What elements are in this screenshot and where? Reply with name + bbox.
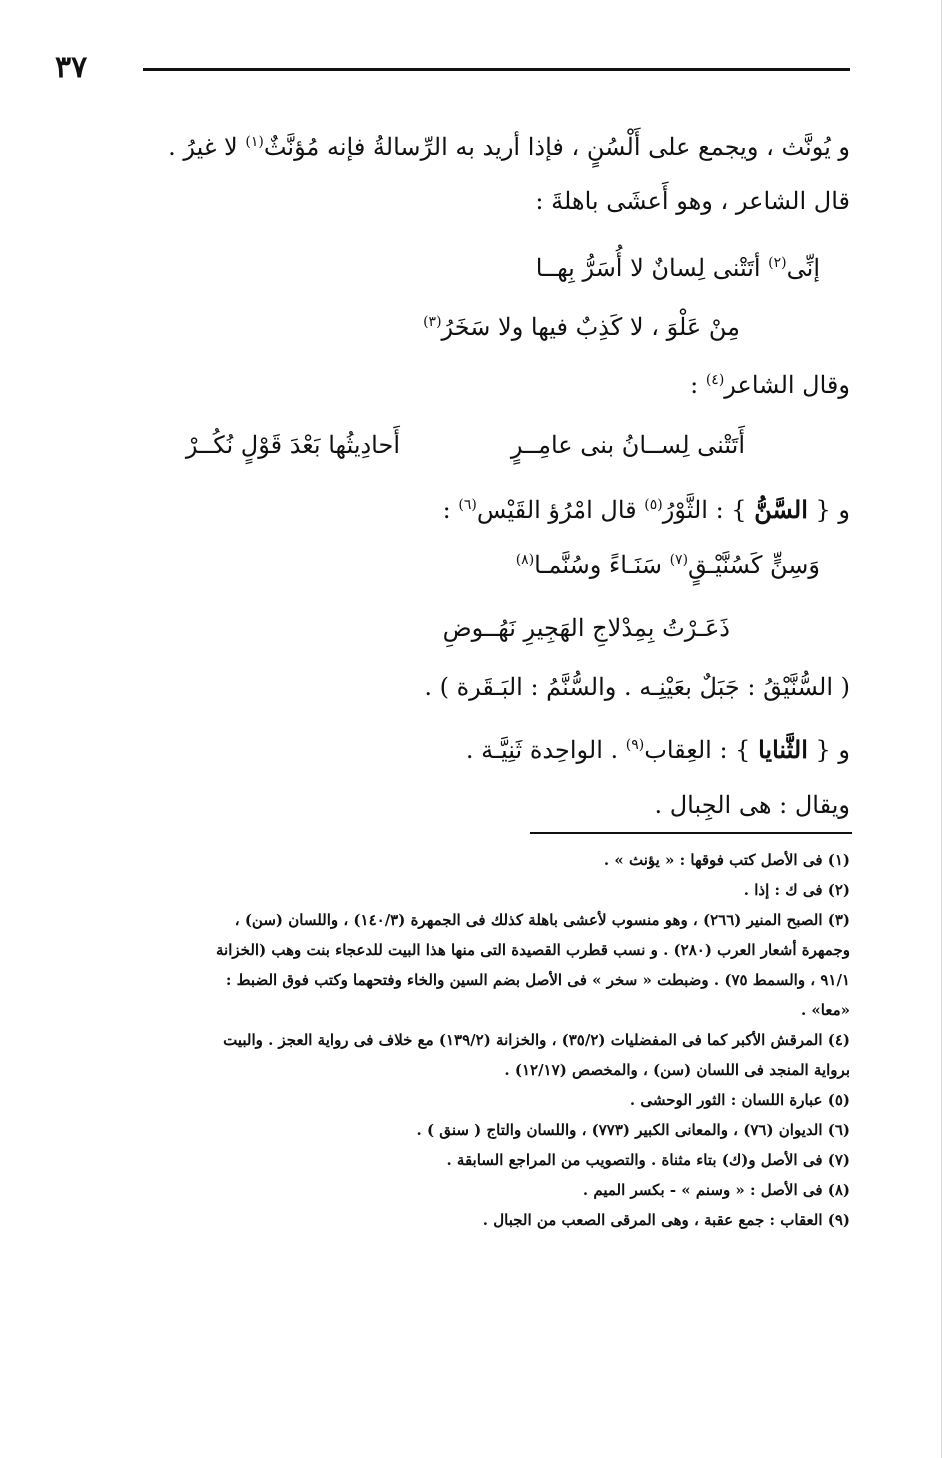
text-l3: وقال الشاعر	[724, 371, 850, 399]
verse-v5: ذَعَـرْتُ بِمِدْلاجِ الهَجِيرِ نَهُــوضِ	[442, 614, 730, 642]
page-edge-shadow	[941, 0, 942, 1458]
footnote-line: (٨) فى الأصل : « وسنم » - بكسر الميم .	[582, 1181, 850, 1199]
text-l3-end: :	[690, 371, 706, 399]
verse-v3a: أَتَتْنى لِســانُ بنى عامِــرٍ	[510, 431, 745, 459]
footnote-separator	[530, 832, 852, 834]
text-line-3	[690, 365, 850, 400]
text-l7: ويقال : هى الجِبال .	[654, 791, 850, 819]
text-line-2	[535, 186, 850, 216]
footnote-ref-4[interactable]: (٤)	[705, 372, 725, 388]
verse-line-5	[443, 613, 730, 643]
text-line-4	[443, 490, 850, 525]
text-l4-a: و {	[807, 496, 850, 524]
footnote-ref-6[interactable]: (٦)	[458, 497, 477, 513]
verse-v4-mid: سَنَـاءً وسُنَّمـا	[534, 551, 670, 579]
text-l1: و يُونَّث ، ويجمع على أَلْسُنٍ ، فإذا أريد به الرِّسالةُ فإنه مُؤنَّثٌ	[263, 133, 850, 161]
footnote-line: (٤) المرقش الأكبر كما فى المفضليات (٣٥/٢) ، والخزانة (١٣٩/٢) مع خلاف فى رواية العجز . والبيت	[223, 1031, 850, 1049]
verse-v1-end: أتَتْنى لِسانٌ لا أُسَرُّ بِهــا	[535, 254, 769, 282]
verse-line-4	[516, 545, 820, 580]
text-l1-end: لا غيرُ .	[168, 133, 246, 161]
footnote-line: (٧) فى الأصل و(ك) بتاء مثناة . والتصويب من المراجع السابقة .	[446, 1151, 850, 1169]
footnote-line: (٦) الديوان (٧٦) ، والمعانى الكبير (٧٧٣) ، واللسان والتاج ( سنق ) .	[416, 1121, 850, 1139]
verse-v2: مِنْ عَلْوَ ، لا كَذِبٌ فيها ولا سَخَرُ	[441, 313, 740, 341]
text-l6-d: . الواحِدة ثَنِيَّـة .	[465, 736, 626, 764]
text-l4-e: :	[442, 496, 459, 524]
footnote-line: (٩) العقاب : جمع عقبة ، وهى المرقى الصعب من الجبال .	[482, 1211, 850, 1229]
text-line-6	[466, 730, 850, 765]
verse-v3b: أَحادِيثُها بَعْدَ قَوْلٍ نُكُــرْ	[185, 431, 400, 459]
text-l4-c: } : الثَّوْرُ	[662, 496, 755, 524]
text-l2: قال الشاعر ، وهو أَعشَى باهلةَ :	[535, 187, 850, 215]
text-line-1	[168, 127, 850, 162]
verse-v1: إنِّى	[786, 254, 820, 282]
verse-line-2	[423, 307, 740, 342]
footnote-line: وجمهرة أشعار العرب (٢٨٠) . و نسب قطرب القصيدة التى منها هذا البيت للدعجاء بنت وهب (الخزانة	[216, 941, 850, 959]
footnote-line: (٣) الصبح المنير (٢٦٦) ، وهو منسوب لأعشى باهلة كذلك فى الجمهرة (١٤٠/٣) ، واللسان (سن) ،	[234, 911, 850, 929]
page-number: ٣٧	[55, 50, 88, 85]
footnote-ref-2[interactable]: (٢)	[768, 255, 787, 271]
footnote-ref-7[interactable]: (٧)	[669, 552, 689, 568]
footnote-line: ٩١/١ ، والسمط ٧٥) . وضبطت « سخر » فى الأصل بضم السين والخاء وفتحهما وكتب فوق الضبط :	[225, 971, 850, 989]
verse-line-3b	[186, 430, 400, 460]
page-header	[55, 50, 850, 90]
footnote-line: (٥) عبارة اللسان : الثور الوحشى .	[629, 1091, 850, 1109]
verse-line-1	[536, 248, 820, 283]
footnote-ref-1[interactable]: (١)	[245, 134, 264, 150]
verse-line-3a	[511, 430, 745, 460]
footnotes	[115, 845, 850, 1235]
text-l4-d: قال امْرُؤ القَيْس	[476, 496, 645, 524]
footnote-ref-3[interactable]: (٣)	[423, 314, 442, 330]
footnote-line: (٢) فى ك : إذا .	[743, 881, 850, 899]
text-line-5	[424, 672, 850, 702]
verse-v4: وَسِنٍّ كَسُنَّيْـقٍ	[688, 551, 820, 579]
footnote-line: «معا» .	[800, 1001, 850, 1019]
text-l6-a: و {	[807, 736, 850, 764]
headword-thanaya: الثَّنايا	[758, 735, 808, 764]
footnote-ref-9[interactable]: (٩)	[625, 737, 645, 753]
footnote-line: برواية المنجد فى اللسان (سن) ، والمخصص (١٢/١٧) .	[504, 1061, 850, 1079]
headword-sann: السَّنُّ	[754, 495, 808, 524]
text-l6-c: } : العِقاب	[644, 736, 759, 764]
text-line-7	[654, 790, 850, 820]
footnote-line: (١) فى الأصل كتب فوقها : « يؤنث » .	[603, 851, 850, 869]
footnote-ref-5[interactable]: (٥)	[644, 497, 663, 513]
footnote-ref-8[interactable]: (٨)	[515, 552, 535, 568]
text-l5: ( السُّنَّيْقُ : جَبَلٌ بعَيْنِـه . والسُّنَّمُ : البَـقَرة ) .	[424, 673, 850, 701]
header-rule	[143, 68, 850, 71]
